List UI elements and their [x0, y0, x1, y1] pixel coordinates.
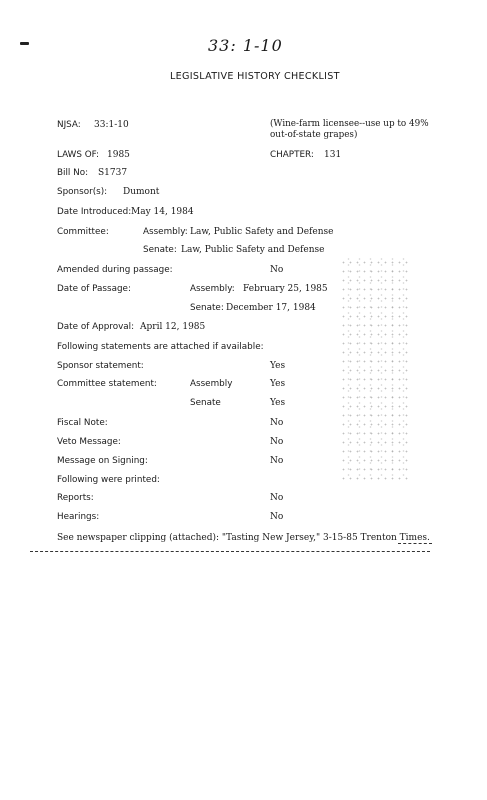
committee-statement-assembly-label: Assembly — [190, 379, 233, 389]
fiscal-note-value: No — [270, 418, 284, 428]
statute-note: (Wine-farm licensee--use up to 49% out-of-state grapes) — [270, 119, 429, 140]
laws-of-value: 1985 — [107, 150, 130, 160]
sponsors-value: Dumont — [123, 187, 160, 197]
date-of-approval-label: Date of Approval: — [57, 322, 135, 332]
handwritten-header: 33: 1-10 — [208, 36, 283, 55]
fiscal-note-label: Fiscal Note: — [57, 418, 108, 428]
bill-no-label: Bill No: — [57, 168, 89, 178]
message-on-signing-value: No — [270, 456, 284, 466]
committee-assembly-value: Law, Public Safety and Defense — [190, 227, 334, 237]
reports-label: Reports: — [57, 493, 94, 503]
veto-message-value: No — [270, 437, 284, 447]
scan-mark — [20, 42, 29, 45]
chapter-label: CHAPTER: — [270, 150, 314, 160]
dashed-rule — [30, 551, 430, 552]
attached-heading: Following statements are attached if available: — [57, 342, 264, 352]
committee-statement-senate-value: Yes — [270, 398, 286, 408]
amended-label: Amended during passage: — [57, 265, 173, 275]
committee-statement-assembly-value: Yes — [270, 379, 286, 389]
committee-senate-label: Senate: — [143, 245, 177, 255]
reports-value: No — [270, 493, 284, 503]
newspaper-clipping-note: See newspaper clipping (attached): "Tasting New Jersey," 3-15-85 Trenton Times. — [57, 533, 430, 543]
bill-no-value: S1737 — [98, 168, 128, 178]
printed-heading: Following were printed: — [57, 475, 160, 485]
njsa-label: NJSA: — [57, 120, 81, 130]
date-introduced-value: May 14, 1984 — [131, 207, 194, 217]
message-on-signing-label: Message on Signing: — [57, 456, 148, 466]
veto-message-label: Veto Message: — [57, 437, 121, 447]
sponsors-label: Sponsor(s): — [57, 187, 108, 197]
page-title: LEGISLATIVE HISTORY CHECKLIST — [170, 71, 340, 82]
committee-senate-value: Law, Public Safety and Defense — [181, 245, 325, 255]
scan-noise — [340, 258, 410, 480]
date-of-passage-label: Date of Passage: — [57, 284, 131, 294]
committee-assembly-label: Assembly: — [143, 227, 188, 237]
chapter-value: 131 — [324, 150, 342, 160]
date-of-approval-value: April 12, 1985 — [140, 322, 206, 332]
date-introduced-label: Date Introduced: — [57, 207, 132, 217]
passage-senate-value: December 17, 1984 — [226, 303, 316, 313]
amended-value: No — [270, 265, 284, 275]
passage-senate-label: Senate: — [190, 303, 224, 313]
sponsor-statement-label: Sponsor statement: — [57, 361, 144, 371]
committee-label: Committee: — [57, 227, 109, 237]
committee-statement-label: Committee statement: — [57, 379, 157, 389]
passage-assembly-label: Assembly: — [190, 284, 235, 294]
dashed-rule — [398, 543, 432, 544]
passage-assembly-value: February 25, 1985 — [243, 284, 328, 294]
hearings-value: No — [270, 512, 284, 522]
njsa-value: 33:1-10 — [94, 120, 129, 130]
sponsor-statement-value: Yes — [270, 361, 286, 371]
hearings-label: Hearings: — [57, 512, 100, 522]
committee-statement-senate-label: Senate — [190, 398, 221, 408]
laws-of-label: LAWS OF: — [57, 150, 99, 160]
